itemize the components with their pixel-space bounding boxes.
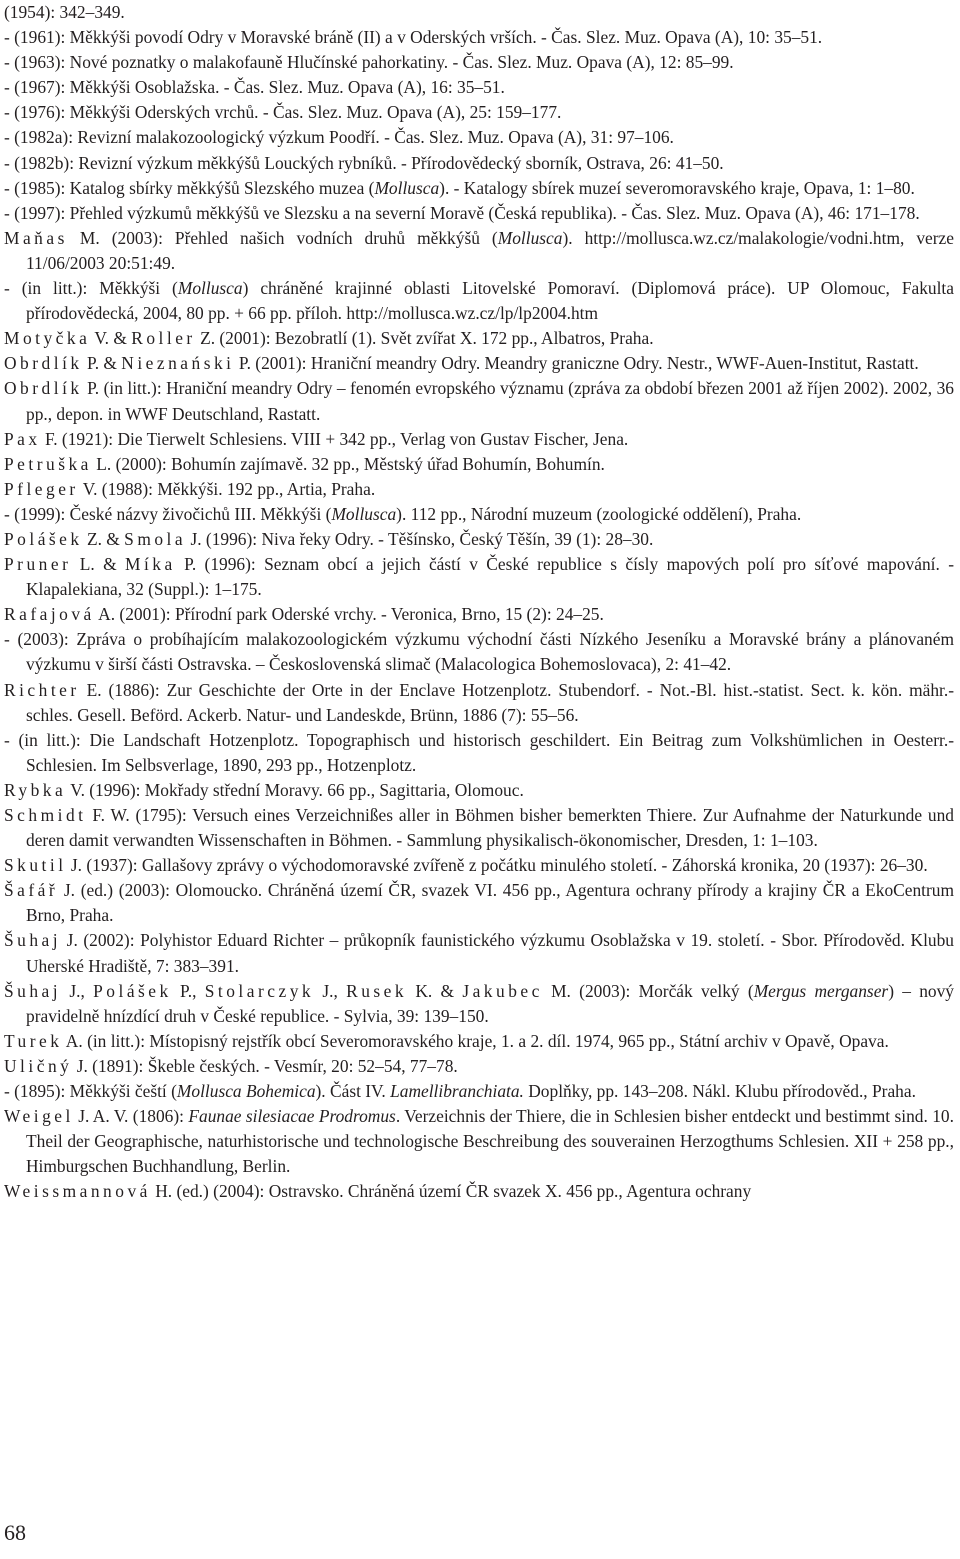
reference-text: - (1982a): Revizní malakozoologický výzkum Poodří. - Čas. Slez. Muz. Opava (A), 31: 97–106. (4, 127, 674, 148)
reference-entry (4, 376, 954, 426)
reference-text: P. (1996): Seznam obcí a jejich částí v České republice s čísly mapových polí pro síťové mapování. - Klapalekiana, 32 (Suppl.): 1–175. (26, 554, 954, 600)
reference-entry (4, 1029, 954, 1054)
reference-text: J. (1937): Gallašovy zprávy o východomoravské zvířeně z počátku minulého století. - Záhorská kronika, 20 (1937): 26–30. (66, 855, 928, 876)
reference-text: E. (1886): Zur Geschichte der Orte in der Enclave Hotzenplotz. Stubendorf. - Not.-Bl. hist.-statist. Sect. k. kön. mähr.-schles. Gesell. Beförd. Ackerb. Natur- und Landeskde, Brünn, 1886 (7): 55–56. (26, 679, 954, 725)
reference-entry (4, 527, 954, 552)
author-name: Rybka (4, 779, 67, 800)
reference-text: (1954): 342–349. (4, 2, 125, 22)
reference-text: A. (in litt.): Místopisný rejstřík obcí Severomoravského kraje, 1. a 2. díl. 1974, 965 pp., Státní archiv v Opavě, Opava. (62, 1030, 889, 1051)
italic-term: Mollusca Bohemica (176, 1081, 316, 1102)
reference-text: J. (1891): Škeble českých. - Vesmír, 20: 52–54, 77–78. (72, 1055, 458, 1076)
reference-text: K. & (407, 980, 463, 1001)
reference-entry (4, 602, 954, 627)
author-name: Míka (125, 554, 176, 575)
author-name: Rafajová (4, 604, 95, 625)
reference-text: ) – nový pravidelně hnízdící druh v České republice. - Sylvia, 39: 139–150. (26, 980, 954, 1026)
author-name: Roller (131, 328, 196, 349)
reference-entry (4, 678, 954, 728)
reference-entry (4, 151, 954, 176)
reference-text: J. (ed.) (2003): Olomoucko. Chráněná území ČR, svazek VI. 456 pp., Agentura ochrany přírody a krajiny ČR a EkoCentrum Brno, Praha. (26, 880, 954, 926)
reference-text: Z. (2001): Bezobratlí (1). Svět zvířat X. 172 pp., Albatros, Praha. (195, 328, 654, 349)
reference-text: V. & (90, 328, 132, 349)
italic-term: Mollusca (177, 278, 243, 299)
reference-entry (4, 627, 954, 677)
reference-text: ). Část IV. (315, 1081, 391, 1102)
author-name: Jakubec (462, 980, 543, 1001)
reference-entry (4, 728, 954, 778)
reference-list (4, 0, 954, 1205)
reference-text: - (1982b): Revizní výzkum měkkýšů Louckých rybníků. - Přírodovědecký sborník, Ostrava, 26: 41–50. (4, 152, 724, 173)
reference-text: - (1963): Nové poznatky o malakofauně Hlučínské pahorkatiny. - Čas. Slez. Muz. Opava (A), 12: 85–99. (4, 52, 734, 73)
author-name: Uličný (4, 1055, 73, 1076)
author-name: Obrdlík (4, 378, 83, 399)
reference-entry (4, 125, 954, 150)
italic-term: Mollusca (497, 227, 563, 248)
italic-term: Faunae silesiacae Prodromus (188, 1106, 396, 1127)
author-name: Obrdlík (4, 353, 83, 374)
reference-text: J. A. V. (1806): (73, 1106, 189, 1127)
author-name: Polášek (93, 980, 172, 1001)
reference-text: M. (2003): Morčák velký ( (542, 980, 754, 1001)
reference-entry (4, 878, 954, 928)
italic-term: Mollusca (374, 177, 440, 198)
reference-entry (4, 1179, 954, 1204)
author-name: Pruner (4, 554, 72, 575)
author-name: Šafář (4, 880, 59, 901)
reference-text: P., (171, 980, 205, 1001)
reference-text: - (1999): České názvy živočichů III. Měkkýši ( (4, 503, 332, 524)
reference-text: F. W. (1795): Versuch eines Verzeichnißes aller in Böhmen bisher bemerkten Thiere. Zur Aufnahme der Naturkunde und deren damit verwandten Wissenschaften in Böhmen. - Sammlung physikalisch-ökonomischer, Dresden, 1: 1–103. (26, 805, 954, 851)
reference-entry (4, 276, 954, 326)
author-name: Petruška (4, 453, 92, 474)
reference-text: F. (1921): Die Tierwelt Schlesiens. VIII + 342 pp., Verlag von Gustav Fischer, Jena. (40, 428, 629, 449)
reference-entry (4, 25, 954, 50)
reference-text: P. (2001): Hraniční meandry Odry. Meandry graniczne Odry. Nestr., WWF-Auen-Institut, Rastatt. (234, 353, 919, 374)
reference-text: . Verzeichnis der Thiere, die in Schlesien bisher entdeckt und bestimmt sind. 10. Theil der Geographische, naturhistorische und technologische Beschreibung des souverainen Herzogthums Schlesien. XII + 258 pp., Himburgschen Buchhandlung, Berlin. (26, 1106, 954, 1177)
reference-text: J., (314, 980, 347, 1001)
author-name: Maňas (4, 227, 68, 248)
author-name: Pax (4, 428, 41, 449)
reference-text: H. (ed.) (2004): Ostravsko. Chráněná území ČR svazek X. 456 pp., Agentura ochrany (150, 1181, 752, 1202)
page-number: 68 (4, 1520, 26, 1545)
reference-entry (4, 928, 954, 978)
reference-entry (4, 176, 954, 201)
reference-text: L. (2000): Bohumín zajímavě. 32 pp., Městský úřad Bohumín, Bohumín. (91, 453, 605, 474)
reference-text: ). 112 pp., Národní muzeum (zoologické oddělení), Praha. (396, 503, 802, 524)
reference-text: ) chráněné krajinné oblasti Litovelské Pomoraví. (Diplomová práce). UP Olomouc, Fakulta přírodovědecká, 2004, 80 pp. + 66 pp. příloh. http://mollusca.wz.cz/lp/lp2004.htm (26, 278, 954, 324)
author-name: Smola (124, 528, 187, 549)
author-name: Weigel (4, 1106, 74, 1127)
author-name: Rusek (346, 980, 408, 1001)
reference-entry (4, 351, 954, 376)
reference-text: A. (2001): Přírodní park Oderské vrchy. - Veronica, Brno, 15 (2): 24–25. (94, 604, 604, 625)
author-name: Šuhaj (4, 930, 62, 951)
author-name: Skutil (4, 855, 67, 876)
reference-text: J. (2002): Polyhistor Eduard Richter – průkopník faunistického výzkumu Osoblažska v 19. století. - Sbor. Přírodověd. Klubu Uherské Hradiště, 7: 383–391. (26, 930, 954, 976)
reference-text: V. (1988): Měkkýši. 192 pp., Artia, Praha. (78, 478, 376, 499)
reference-text: V. (1996): Mokřady střední Moravy. 66 pp., Sagittaria, Olomouc. (66, 779, 524, 800)
reference-entry (4, 226, 954, 276)
reference-text: P. & (82, 353, 122, 374)
reference-text: - (in litt.): Měkkýši ( (4, 278, 178, 299)
reference-entry (4, 853, 954, 878)
reference-text: - (2003): Zpráva o probíhajícím malakozoologickém výzkumu východní části Nízkého Jeseníku a Moravské brány a plánovaném výzkumu v širší části Ostravska. – Československá slimač (Malacologica Bohemoslovaca), 2: 41–42. (4, 629, 954, 675)
reference-text: M. (2003): Přehled našich vodních druhů měkkýšů ( (67, 227, 498, 248)
reference-entry (4, 452, 954, 477)
author-name: Turek (4, 1030, 63, 1051)
reference-text: ). - Katalogy sbírek muzeí severomoravského kraje, Opava, 1: 1–80. (439, 177, 915, 198)
reference-entry (4, 201, 954, 226)
author-name: Nieznański (121, 353, 235, 374)
reference-text: P. (in litt.): Hraniční meandry Odry – fenomén evropského významu (zpráva za období březen 2001 až říjen 2002). 2002, 36 pp., depon. in WWF Deutschland, Rastatt. (26, 378, 954, 424)
reference-entry (4, 100, 954, 125)
reference-entry (4, 326, 954, 351)
reference-text: - (1961): Měkkýši povodí Odry v Moravské bráně (II) a v Oderských vrších. - Čas. Slez. Muz. Opava (A), 10: 35–51. (4, 27, 823, 48)
reference-text: - (1967): Měkkýši Osoblažska. - Čas. Slez. Muz. Opava (A), 16: 35–51. (4, 77, 505, 98)
author-name: Schmidt (4, 805, 87, 825)
italic-term: Mollusca (331, 503, 397, 524)
author-name: Weissmannová (4, 1181, 151, 1202)
reference-text: Z. & (82, 528, 125, 549)
reference-entry (4, 0, 954, 25)
italic-term: Mergus merganser (753, 980, 889, 1001)
reference-entry (4, 552, 954, 602)
reference-text: - (1985): Katalog sbírky měkkýšů Slezského muzea ( (4, 177, 375, 198)
reference-entry (4, 778, 954, 803)
reference-text: - (1976): Měkkýši Oderských vrchů. - Čas. Slez. Muz. Opava (A), 25: 159–177. (4, 102, 562, 123)
reference-text: J., (61, 980, 94, 1001)
reference-entry (4, 50, 954, 75)
author-name: Polášek (4, 528, 83, 549)
reference-entry (4, 803, 954, 853)
reference-text: ). http://mollusca.wz.cz/malakologie/vodni.htm, verze 11/06/2003 20:51:49. (26, 227, 954, 273)
author-name: Stolarczyk (204, 980, 315, 1001)
reference-entry (4, 427, 954, 452)
reference-entry (4, 1079, 954, 1104)
reference-entry (4, 1054, 954, 1079)
reference-entry (4, 502, 954, 527)
italic-term: Lamellibranchiata. (390, 1081, 524, 1102)
author-name: Richter (4, 679, 80, 700)
reference-entry (4, 477, 954, 502)
reference-entry (4, 979, 954, 1029)
reference-entry (4, 1104, 954, 1179)
reference-text: - (1997): Přehled výzkumů měkkýšů ve Slezsku a na severní Moravě (Česká republika). - Čas. Slez. Muz. Opava (A), 46: 171–178. (4, 202, 920, 223)
author-name: Pfleger (4, 478, 79, 499)
reference-text: - (in litt.): Die Landschaft Hotzenplotz. Topographisch und historisch geschildert. Ein Beitrag zum Volkshümlichen in Oesterr.-Schlesien. Im Selbsverlage, 1890, 293 pp., Hotzenplotz. (4, 729, 954, 775)
reference-entry (4, 75, 954, 100)
reference-text: J. (1996): Niva řeky Odry. - Těšínsko, Český Těšín, 39 (1): 28–30. (186, 528, 654, 549)
reference-text: - (1895): Měkkýši čeští ( (4, 1081, 177, 1102)
author-name: Motyčka (4, 328, 91, 349)
reference-text: Doplňky, pp. 143–208. Nákl. Klubu přírodověd., Praha. (523, 1081, 916, 1102)
reference-text: L. & (71, 554, 125, 575)
author-name: Šuhaj (4, 980, 62, 1001)
